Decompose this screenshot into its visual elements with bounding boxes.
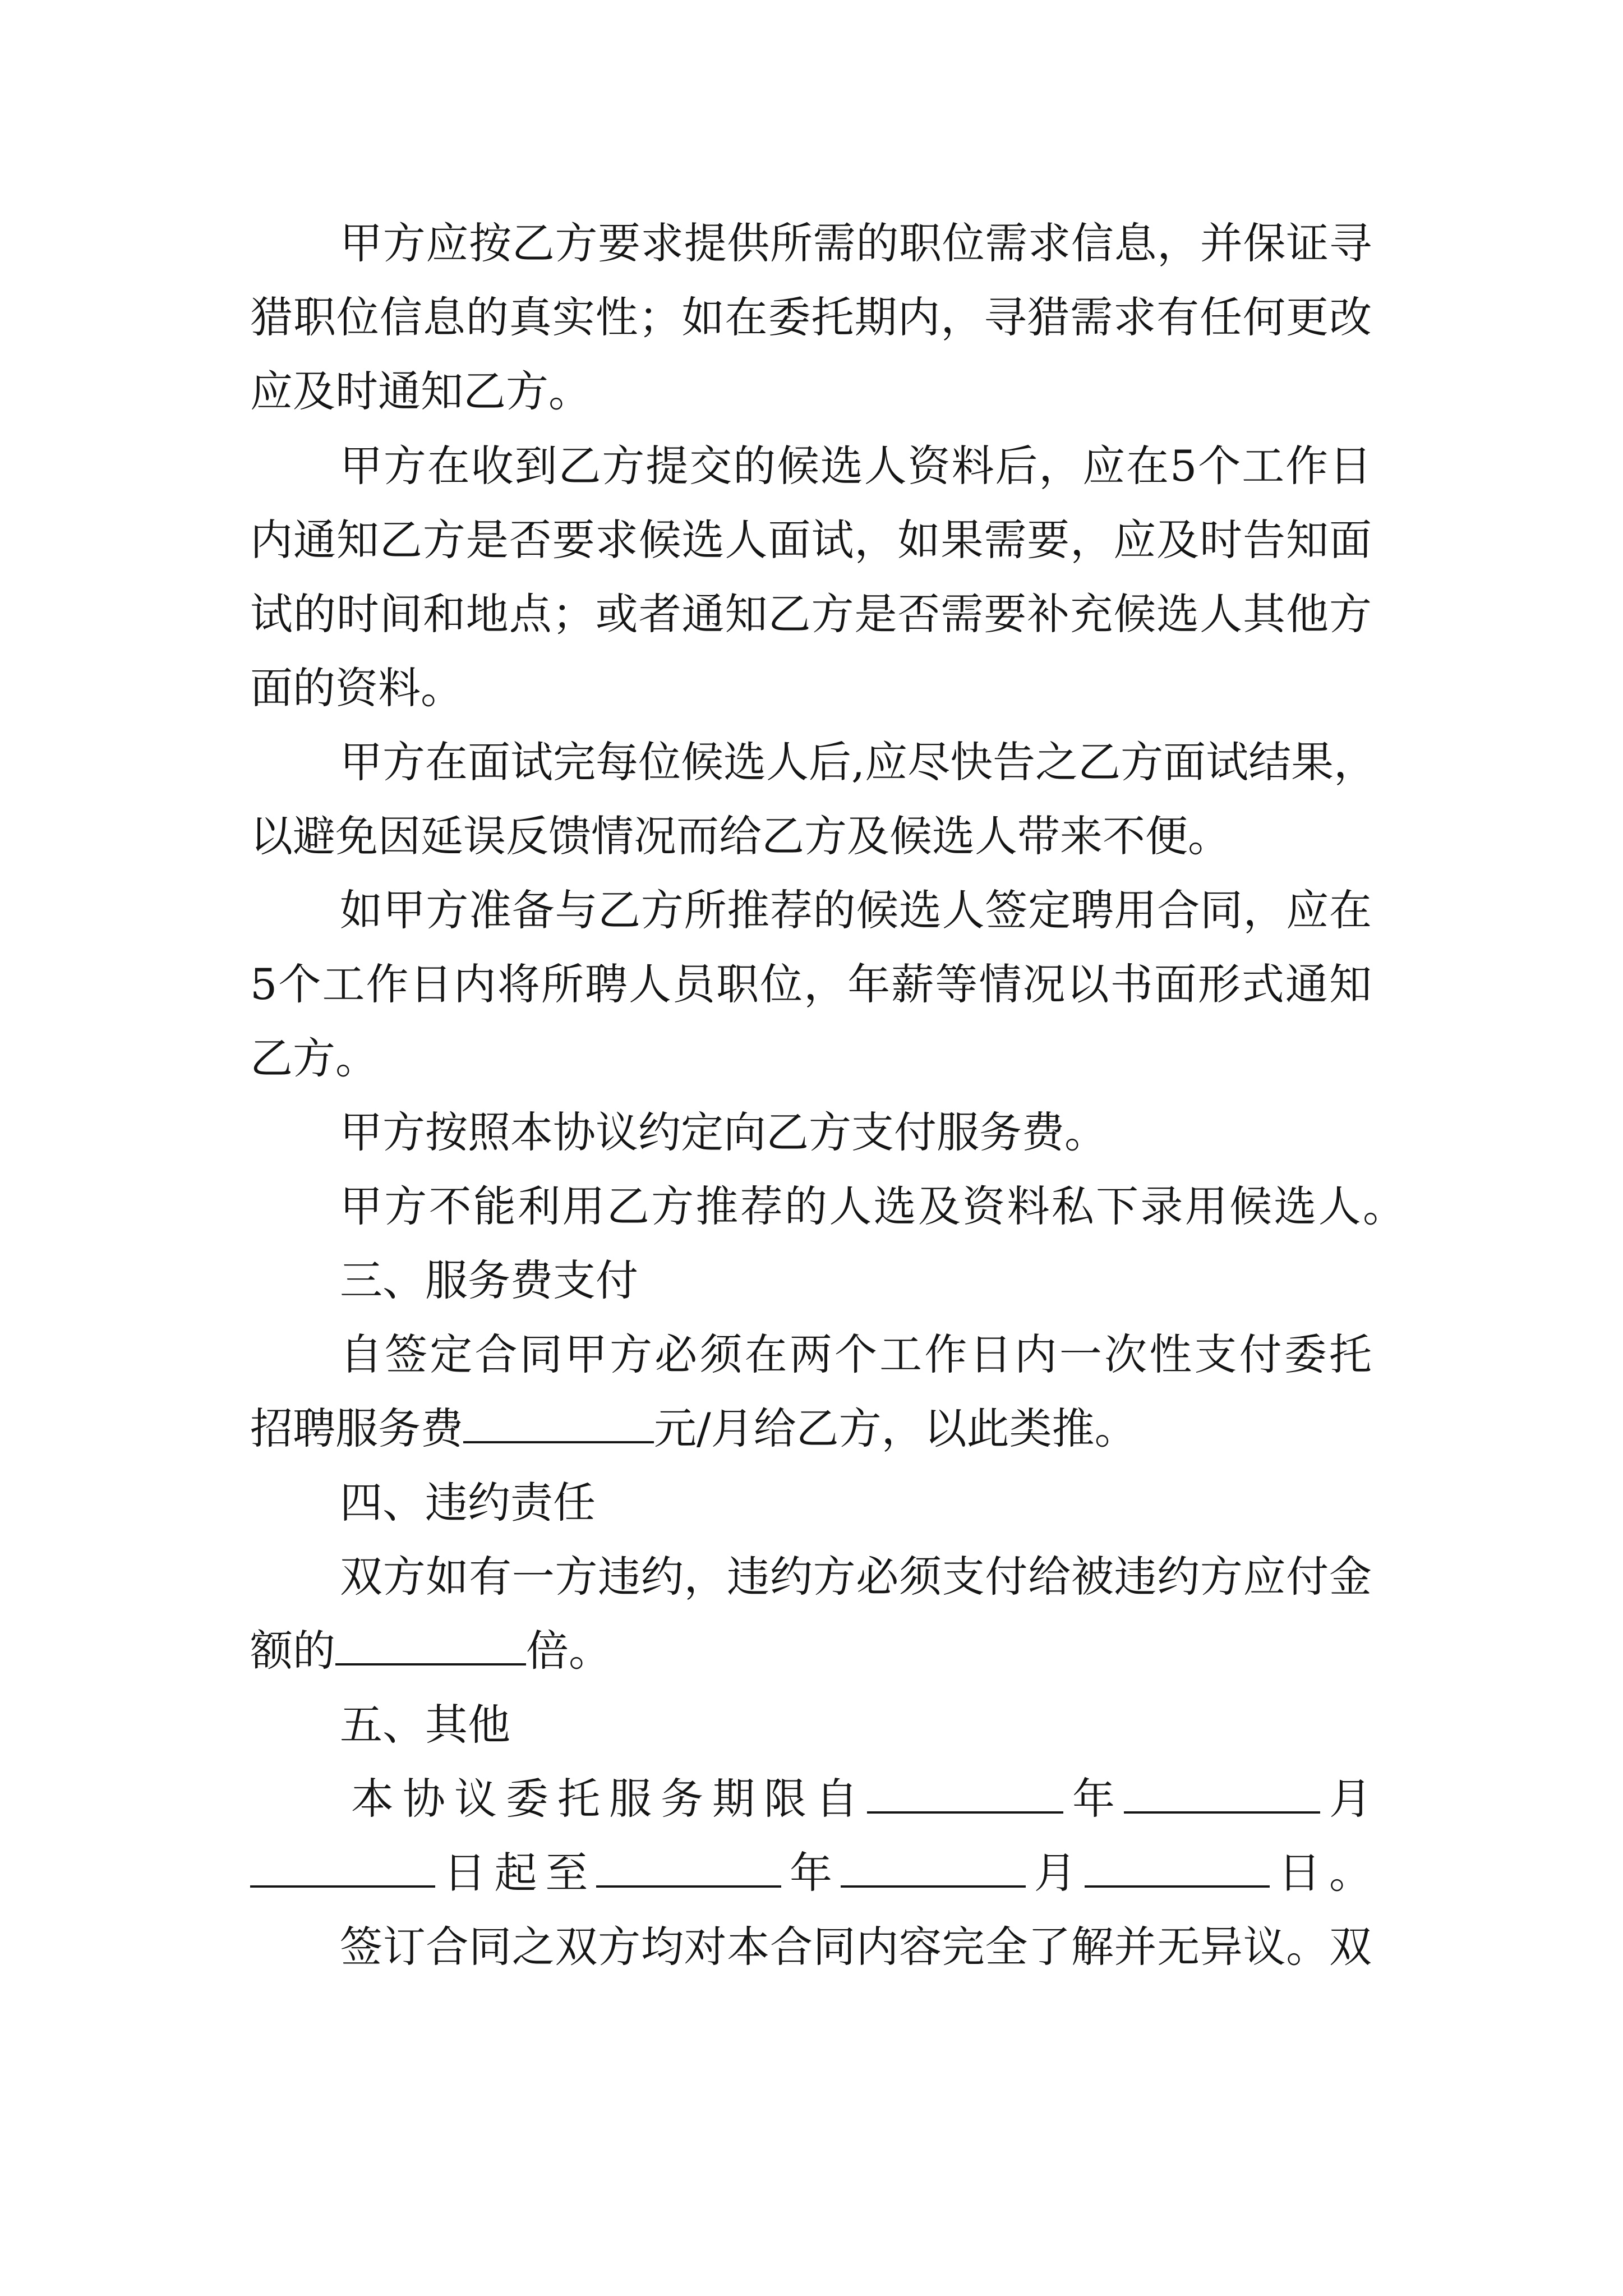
paragraph-line: 签订合同之双方均对本合同内容完全了解并无异议。双 [340, 1922, 1372, 1972]
term-month-label: 月 [1320, 1774, 1372, 1824]
end-day-blank [1085, 1844, 1270, 1888]
penalty-line [250, 1620, 1372, 1682]
term-end-month-label: 月 [1025, 1848, 1085, 1898]
paragraph-line: 以避免因延误反馈情况而给乙方及候选人带来不便。 [250, 811, 1230, 861]
term-end-day-label: 日。 [1270, 1848, 1372, 1898]
fee-line [250, 1398, 1372, 1460]
paragraph-line: 乙方。 [250, 1033, 378, 1083]
term-line-2 [250, 1842, 1372, 1904]
fee-amount-blank [463, 1400, 654, 1443]
term-year-label: 年 [1063, 1774, 1124, 1824]
section-heading: 四、违约责任 [340, 1478, 596, 1527]
start-year-blank [867, 1770, 1063, 1814]
penalty-prefix: 额的 [250, 1626, 335, 1676]
paragraph-line: 双方如有一方违约，违约方必须支付给被违约方应付金 [340, 1552, 1372, 1602]
paragraph-line: 甲方在面试完每位候选人后,应尽快告之乙方面试结果， [340, 737, 1377, 787]
term-line-1 [351, 1768, 1372, 1830]
end-year-blank [596, 1844, 781, 1888]
paragraph-line: 甲方按照本协议约定向乙方支付服务费。 [340, 1107, 1107, 1157]
term-end-year-label: 年 [781, 1848, 841, 1898]
penalty-suffix: 倍。 [526, 1626, 611, 1676]
fee-suffix: 元/月给乙方，以此类推。 [654, 1404, 1137, 1453]
term-prefix: 本协议委托服务期限自 [351, 1774, 867, 1824]
start-day-blank [250, 1844, 435, 1888]
section-heading: 三、服务费支付 [340, 1255, 638, 1305]
paragraph-line: 面的资料。 [250, 663, 463, 713]
paragraph-line: 甲方在收到乙方提交的候选人资料后，应在5个工作日 [340, 441, 1372, 491]
end-month-blank [841, 1844, 1026, 1888]
paragraph-line: 内通知乙方是否要求候选人面试，如果需要，应及时告知面 [250, 515, 1372, 565]
paragraph-line: 应及时通知乙方。 [250, 366, 591, 416]
start-month-blank [1124, 1770, 1320, 1814]
paragraph-line: 试的时间和地点；或者通知乙方是否需要补充候选人其他方 [250, 589, 1372, 639]
paragraph-line: 5个工作日内将所聘人员职位，年薪等情况以书面形式通知 [250, 959, 1372, 1009]
penalty-multiple-blank [335, 1622, 526, 1665]
paragraph-line: 甲方不能利用乙方推荐的人选及资料私下录用候选人。 [340, 1181, 1405, 1231]
paragraph-line: 自签定合同甲方必须在两个工作日内一次性支付委托 [340, 1329, 1372, 1379]
term-day-from-label: 日起至 [435, 1848, 597, 1898]
fee-prefix: 招聘服务费 [250, 1404, 463, 1453]
paragraph-line: 如甲方准备与乙方所推荐的候选人签定聘用合同，应在 [340, 885, 1372, 935]
paragraph-line: 甲方应按乙方要求提供所需的职位需求信息，并保证寻 [340, 218, 1372, 268]
section-heading: 五、其他 [340, 1700, 510, 1750]
paragraph-line: 猎职位信息的真实性；如在委托期内，寻猎需求有任何更改 [250, 292, 1372, 342]
